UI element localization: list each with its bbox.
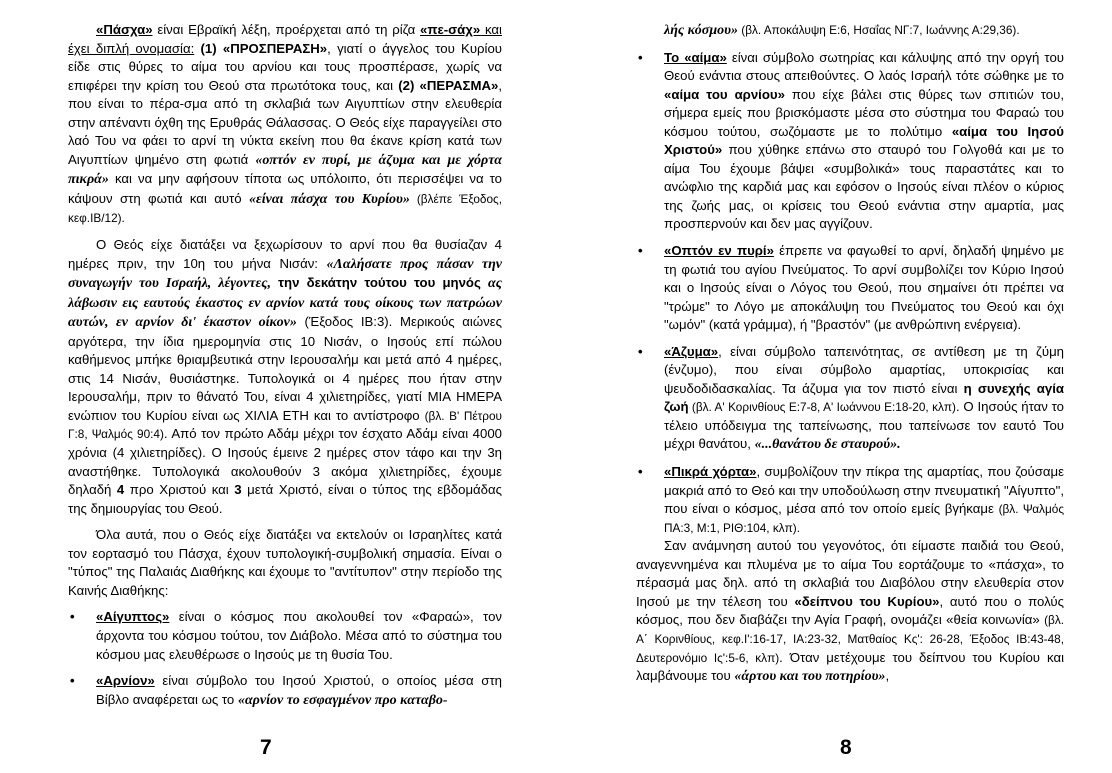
- bullet-roasted-in-fire: • «Οπτόν εν πυρί» έπρεπε να φαγωθεί το αρνί, δηλαδή ψημένο με τη φωτιά του αγίου Πνεύματος. Το αρνί συμβολίζει τον Κύριο Ιησού και ο Ιησούς είναι ο Λόγος του Θεού, που σημαίνει ότι πρέπει να "τρώμε" το Λόγο με αποκάλυψη του Πνεύματος του Θεού και όχι "ωμόν" (κατά γράμμα), ή "βραστόν" (με ανθρώπινη ενέργεια).: [638, 243, 1064, 333]
- bullet-icon: •: [70, 673, 75, 689]
- right-page-text: [636, 21, 1064, 687]
- left-page-text: [68, 21, 502, 710]
- bullet-icon: •: [70, 609, 75, 625]
- bullet-icon: •: [638, 243, 643, 259]
- bullet-egypt: • «Αίγυπτος» είναι ο κόσμος που ακολουθεί τον «Φαραώ», τον άρχοντα του κόσμου τούτου, τον Διάβολο. Μέσα από το σύστημα του κόσμου μας ελευθέρωσε ο Ιησούς με τη θυσία Του.: [70, 609, 502, 662]
- continuation-line: λής κόσμου» (βλ. Αποκάλυψη Ε:6, Ησαΐας ΝΓ:7, Ιωάννης Α:29,36).: [664, 23, 1020, 38]
- paragraph-ten-nisan: Ο Θεός είχε διατάξει να ξεχωρίσουν το αρνί που θα θυσίαζαν 4 ημέρες πριν, την 10η του μήνα Νισάν: «Λαλήσατε προς πάσαν την συναγωγήν του Ισραήλ, λέγοντες, την δεκάτην τούτου του μηνός ας λάβωσιν εις εαυτούς έκαστος εν αρνίον κατά τους οίκους των πατρώων αυτών, εν αρνίον δι' έκαστον οίκον» (Έξοδος ΙΒ:3). Μερικούς αιώνες αργότερα, την ίδια ημερομηνία στις 10 Νισάν, ο Ιησούς επί πώλου καθήμενος μπήκε θριαμβευτικά στην Ιερουσαλήμ και μετά από 4 ημέρες, στις 14 Νισάν, θυσιάστηκε. Τυπολογικά οι 4 ημέρες που ήταν στην Ιερουσαλήμ, πριν το θάνατό Του, είναι 4 χιλιετηρίδες, γιατί ΜΙΑ ΗΜΕΡΑ ενώπιον του Κυρίου είναι ως ΧΙΛΙΑ ΕΤΗ και το αντίστροφο (βλ. Β' Πέτρου Γ:8, Ψαλμός 90:4). Από τον πρώτο Αδάμ μέχρι τον έσχατο Αδάμ είναι 4000 χρόνια (4 χιλιετηρίδες). Ο Ιησούς έμεινε 2 ημέρες στον τάφο και την 3η αναστήθηκε. Τυπολογικά ακολουθούν 3 ακόμα χιλιετηρίδες, έχουμε δηλαδή 4 προ Χριστού και 3 μετά Χριστό, είναι ο τύπος της εβδομάδας της δημιουργίας του Θεού.: [68, 237, 502, 516]
- bullet-icon: •: [638, 49, 643, 65]
- paragraph-typology: Όλα αυτά, που ο Θεός είχε διατάξει να εκτελούν οι Ισραηλίτες κατά τον εορτασμό του Πάσχα, έχουν τυπολογική-συμβολική σημασία. Είναι ο "τύπος" της Παλαιάς Διαθήκης και έχουμε το "αντίτυπον" στην περίοδο της Καινής Διαθήκης:: [68, 527, 502, 598]
- bullet-unleavened: • «Άζυμα», είναι σύμβολο ταπεινότητας, σε αντίθεση με τη ζύμη (ένζυμο), που είναι σύμβολο αμαρτίας, υποκρισίας και ψευδοδιδασκαλίας. Τα άζυμα για τον πιστό είναι η συνεχής αγία ζωή (βλ. Α' Κορινθίους Ε:7-8, Α' Ιωάννου Ε:18-20, κλπ). Ο Ιησούς ήταν το τέλειο υπόδειγμα της ταπείνωσης, που ταπείνωσε τον εαυτό Του μέχρι θανάτου, «...θανάτου δε σταυρού».: [638, 343, 1064, 453]
- page-number: 7: [260, 736, 272, 759]
- bullet-icon: •: [638, 464, 643, 480]
- bullet-icon: •: [638, 343, 643, 359]
- bullet-bitter-herbs: • «Πικρά χόρτα», συμβολίζουν την πίκρα της αμαρτίας, που ζούσαμε μακριά από το Θεό και την υποδούλωση στην πνευματική "Αίγυπτο", που είναι ο κόσμος, μέσα από τον οποίο εμείς βγήκαμε (βλ. Ψαλμός ΠΑ:3, Μ:1, ΡΙΘ:104, κλπ).: [638, 464, 1065, 535]
- right-page: [556, 0, 1112, 773]
- bullet-blood: • Το «αίμα» είναι σύμβολο σωτηρίας και κάλυψης από την οργή του Θεού ενάντια στους απειθούντες. Ο λαός Ισραήλ τότε σώθηκε με το «αίμα του αρνίου» που είχε βάλει στις θύρες των σπιτιών του, σήμερα εμείς που βρισκόμαστε μέσα στο σύστημα του Φαραώ του κόσμου τούτου, σωζόμαστε με το πολύτιμο «αίμα του Ιησού Χριστού» που χύθηκε επάνω στο σταυρό του Γολγοθά και με το αίμα Του έχουμε βάψει «συμβολικά» τους παραστάτες και το ανώφλιο της καρδιά μας και εφόσον ο Ιησούς είναι πλέον ο κύριος της ζωής μας, οι κρίσεις του Θεού ενάντια στην αμαρτία, μας προσπερνούν και δεν μας αγγίζουν.: [638, 49, 1065, 232]
- bullet-lamb: • «Αρνίον» είναι σύμβολο του Ιησού Χριστού, ο οποίος μέσα στη Βίβλο αναφέρεται ως το «αρνίον το εσφαγμένον προ καταβο-: [70, 673, 502, 708]
- paragraph-pascha-definition: «Πάσχα» είναι Εβραϊκή λέξη, προέρχεται από τη ρίζα «πε-σάχ» και έχει διπλή ονομασία: (1) «ΠΡΟΣΠΕΡΑΣΗ», γιατί ο άγγελος του Κυρίου είδε στις θύρες το αίμα του αρνίου και τους προσπέρασε, χωρίς να επιφέρει την κρίση του Θεού στα πρωτότοκα τους, και (2) «ΠΕΡΑΣΜΑ», που είναι το πέρα-σμα από τη σκλαβιά των Αιγυπτίων στην ελευθερία στην απέναντι όχθη της Ερυθράς Θάλασσας. Ο Θεός είχε παραγγείλει στο λαό Του να φάει το αρνί τη νύκτα εκείνη που θα έκανε κρίση κατά των Αιγυπτίων ψημένο στη φωτιά «οπτόν εν πυρί, με άζυμα και με χόρτα πικρά» και να μην αφήσουν τίποτα ως υπόλοιπο, ότι περισσέψει να το κάψουν στη φωτιά και αυτό «είναι πάσχα του Κυρίου» (βλέπε Έξοδος, κεφ.ΙΒ/12).: [68, 22, 503, 226]
- page-number: 8: [840, 736, 852, 759]
- paragraph-remembrance: Σαν ανάμνηση αυτού του γεγονότος, ότι είμαστε παιδιά του Θεού, αναγεννημένα και πλυμένα με το αίμα Του εορτάζουμε το «πάσχα», το πέρασμά μας δηλ. από τη σκλαβιά του Διαβόλου στην ελευθερία στον Ιησού με την τέλεση του «δείπνου του Κυρίου», αυτό που ο πολύς κόσμος, που δεν διαβάζει την Αγία Γραφή, ονομάζει «θεία κοινωνία» (βλ. Α΄ Κορινθίους, κεφ.Ι':16-17, ΙΑ:23-32, Ματθαίος Κς': 26-28, Έξοδος ΙΒ:43-48, Δευτερονόμιο Ις':5-6, κλπ). Όταν μετέχουμε του δείπνου του Κυρίου και λαμβάνουμε του «άρτου και του ποτηρίου»,: [636, 538, 1064, 685]
